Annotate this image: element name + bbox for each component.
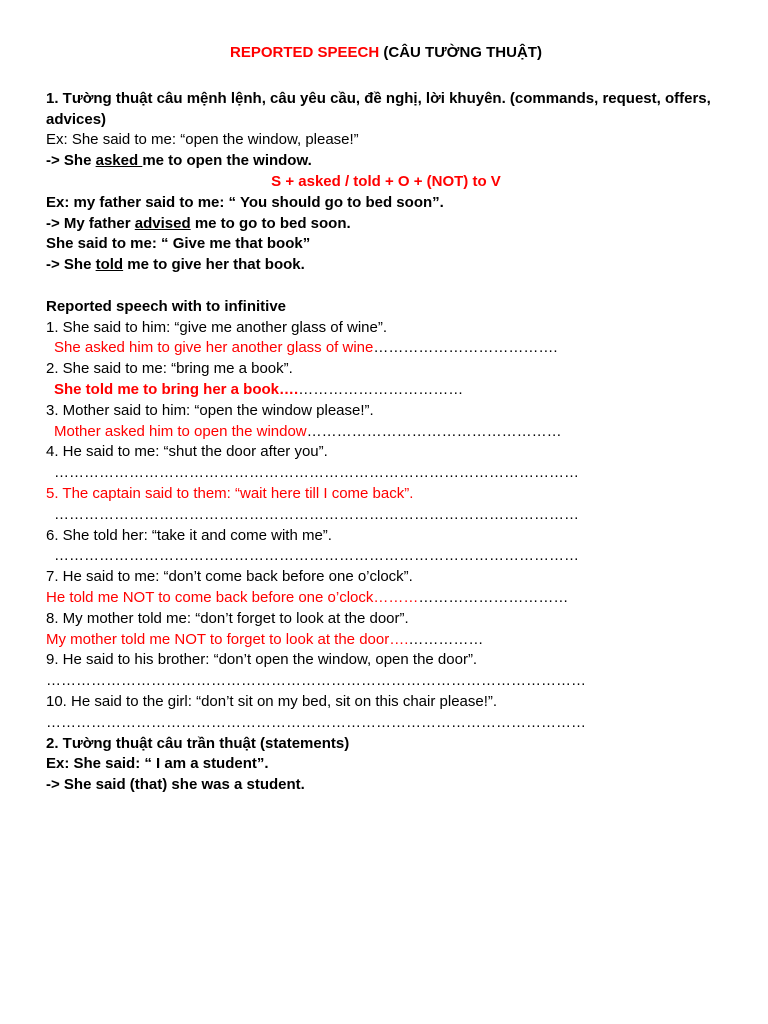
answer-line-5: ……………………………………………………………………………………………: [54, 505, 579, 523]
answer-7-text: He told me NOT to come back before one o’clock………: [46, 588, 419, 606]
answer-3-keyword: told: [95, 256, 124, 274]
question-9: 9. He said to his brother: “don’t open the window, open the door”.: [46, 651, 478, 669]
answer-line-8: [46, 630, 726, 651]
question-6: 6. She told her: “take it and come with me”.: [46, 526, 332, 544]
answer-3-post: me to give her that book.: [123, 256, 305, 274]
answer-3-text: Mother asked him to open the window: [54, 422, 307, 440]
answer-2-post: me to go to bed soon.: [190, 214, 351, 232]
exercise-heading: Reported speech with to infinitive: [46, 297, 287, 315]
question-1: 1. She said to him: “give me another glass of wine”.: [46, 318, 388, 336]
page-title: [46, 43, 726, 64]
answer-1-keyword: asked: [95, 152, 143, 170]
answer-2-dots: ……………………………: [298, 380, 464, 398]
question-2: 2. She said to me: “bring me a book”.: [46, 360, 293, 378]
section2-example: Ex: She said: “ I am a student”.: [46, 755, 269, 773]
title-black: (CÂU TƯỜNG THUẬT): [379, 44, 542, 61]
answer-2: [46, 214, 726, 235]
answer-line-4: ……………………………………………………………………………………………: [54, 464, 579, 482]
example-1: Ex: She said to me: “open the window, please!”: [46, 131, 359, 149]
answer-line-2: [46, 380, 726, 401]
answer-8-dots: ……………: [408, 630, 484, 648]
question-3: 3. Mother said to him: “open the window please!”.: [46, 401, 374, 419]
question-7: 7. He said to me: “don’t come back before one o’clock”.: [46, 568, 413, 586]
answer-line-7: [46, 588, 726, 609]
title-red: REPORTED SPEECH: [230, 44, 380, 61]
answer-line-10: ………………………………………………………………………………………………: [46, 713, 586, 731]
answer-1-pre: -> She: [46, 152, 96, 170]
answer-1-post: me to open the window.: [142, 152, 312, 170]
answer-3: [46, 255, 726, 276]
answer-line-3: [46, 422, 726, 443]
answer-3-dots: ……………………………………………: [306, 422, 562, 440]
answer-3-pre: -> She: [46, 256, 96, 274]
example-3: She said to me: “ Give me that book”: [46, 235, 311, 253]
spacer: [46, 276, 726, 297]
answer-1-text: She asked him to give her another glass of wine: [54, 339, 374, 357]
answer-1-dots: ……………………………….: [373, 339, 558, 357]
question-5: 5. The captain said to them: “wait here till I come back”.: [46, 484, 414, 502]
section1-heading: 1. Tường thuật câu mệnh lệnh, câu yêu cầu, đề nghị, lời khuyên. (commands, request, offers, advices): [46, 89, 711, 128]
answer-8-text: My mother told me NOT to forget to look at the door….: [46, 630, 409, 648]
worksheet-page: [46, 43, 726, 796]
answer-1: [46, 151, 726, 172]
section2-answer: -> She said (that) she was a student.: [46, 776, 305, 794]
section2-heading: 2. Tường thuật câu trần thuật (statements): [46, 734, 350, 752]
question-4: 4. He said to me: “shut the door after you”.: [46, 443, 328, 461]
answer-line-6: ……………………………………………………………………………………………: [54, 547, 579, 565]
question-10: 10. He said to the girl: “don’t sit on my bed, sit on this chair please!”.: [46, 692, 498, 710]
answer-2-keyword: advised: [134, 214, 191, 232]
example-2: Ex: my father said to me: “ You should go to bed soon”.: [46, 193, 444, 211]
answer-2-pre: -> My father: [46, 214, 135, 232]
answer-line-9: ………………………………………………………………………………………………: [46, 672, 586, 690]
answer-7-dots: …………………………: [418, 588, 569, 606]
answer-line-1: [46, 338, 726, 359]
question-8: 8. My mother told me: “don’t forget to look at the door”.: [46, 609, 409, 627]
grammar-formula: S + asked / told + O + (NOT) to V: [271, 172, 501, 190]
answer-2-text: She told me to bring her a book….: [54, 380, 299, 398]
